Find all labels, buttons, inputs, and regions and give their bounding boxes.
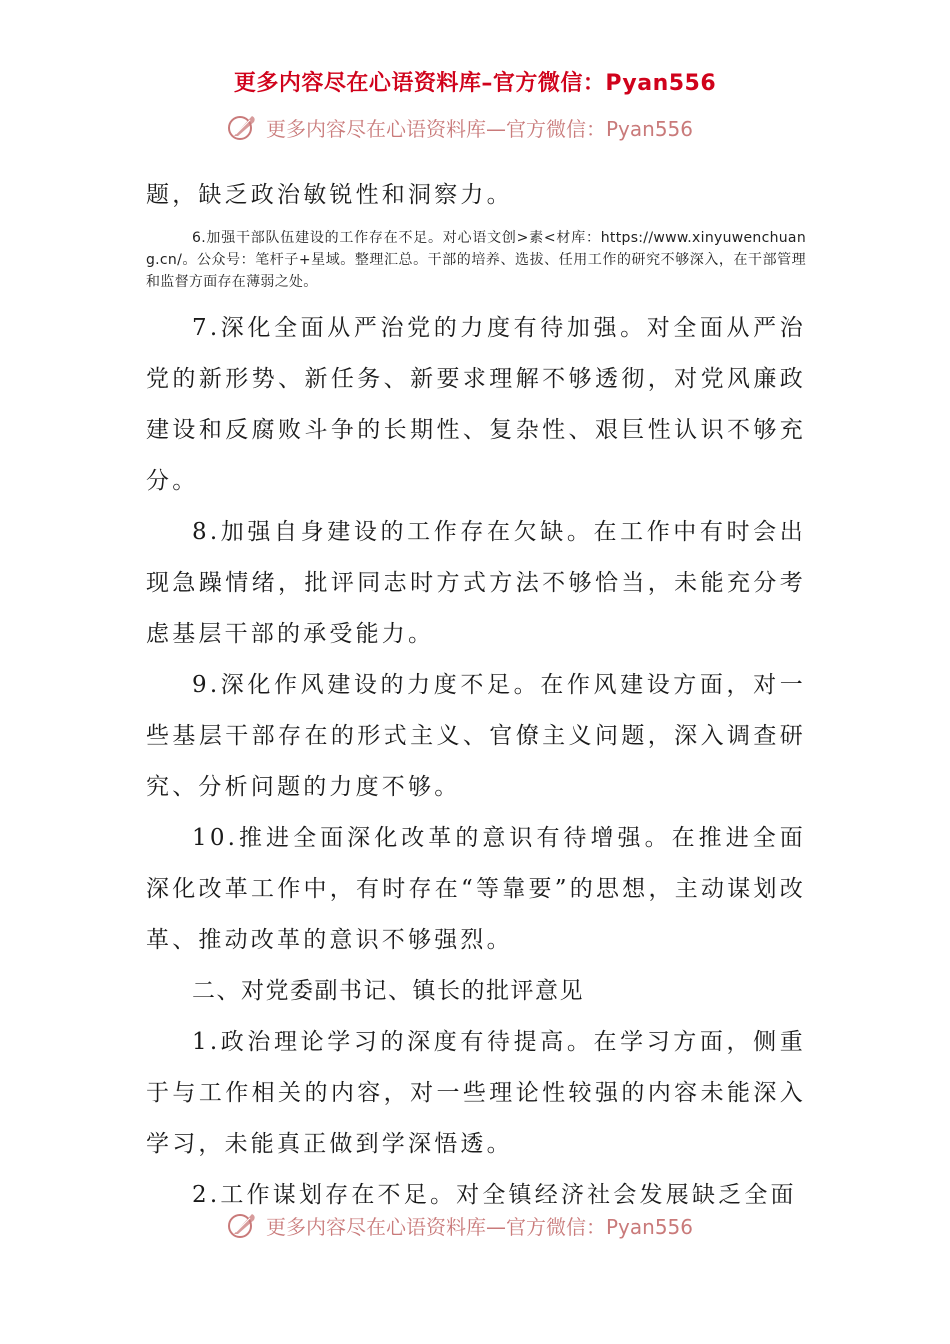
- watermark-text: 更多内容尽在心语资料库—官方微信：Pyan556: [266, 116, 694, 141]
- footer-watermark: [226, 1210, 693, 1240]
- paragraph-item-7: 7.深化全面从严治党的力度有待加强。对全面从严治党的新形势、新任务、新要求理解不够透彻，对党风廉政建设和反腐败斗争的长期性、复杂性、艰巨性认识不够充分。: [146, 315, 806, 494]
- paragraph-section2-item-1: 1.政治理论学习的深度有待提高。在学习方面，侧重于与工作相关的内容，对一些理论性较强的内容未能深入学习，未能真正做到学深悟透。: [146, 1029, 806, 1157]
- document-body: [146, 170, 806, 1221]
- top-banner: 更多内容尽在心语资料库–官方微信：Pyan556: [233, 71, 717, 96]
- quill-logo-icon: [226, 1210, 260, 1240]
- paragraph-item-10: 10.推进全面深化改革的意识有待增强。在推进全面深化改革工作中，有时存在“等靠要”的思想，主动谋划改革、推动改革的意识不够强烈。: [146, 825, 806, 953]
- section-heading-2: 二、对党委副书记、镇长的批评意见: [192, 978, 584, 1004]
- paragraph-continued: 题，缺乏政治敏锐性和洞察力。: [146, 182, 513, 208]
- paragraph-section2-item-2: 2.工作谋划存在不足。对全镇经济社会发展缺乏全面: [192, 1182, 797, 1208]
- paragraph-item-8: 8.加强自身建设的工作存在欠缺。在工作中有时会出现急躁情绪，批评同志时方式方法不够恰当，未能充分考虑基层干部的承受能力。: [146, 519, 806, 647]
- quill-logo-icon: [226, 112, 260, 142]
- watermark-text: 更多内容尽在心语资料库—官方微信：Pyan556: [266, 1214, 694, 1239]
- paragraph-item-6: 6.加强干部队伍建设的工作存在不足。对心语文创>素<材库：https://www.xinyuwenchuang.cn/。公众号：笔杆子+星域。整理汇总。干部的培养、选拔、任用工作的研究不够深入，在干部管理和监督方面存在薄弱之处。: [146, 230, 806, 290]
- paragraph-item-9: 9.深化作风建设的力度不足。在作风建设方面，对一些基层干部存在的形式主义、官僚主义问题，深入调查研究、分析问题的力度不够。: [146, 672, 806, 800]
- header-watermark: [226, 112, 693, 142]
